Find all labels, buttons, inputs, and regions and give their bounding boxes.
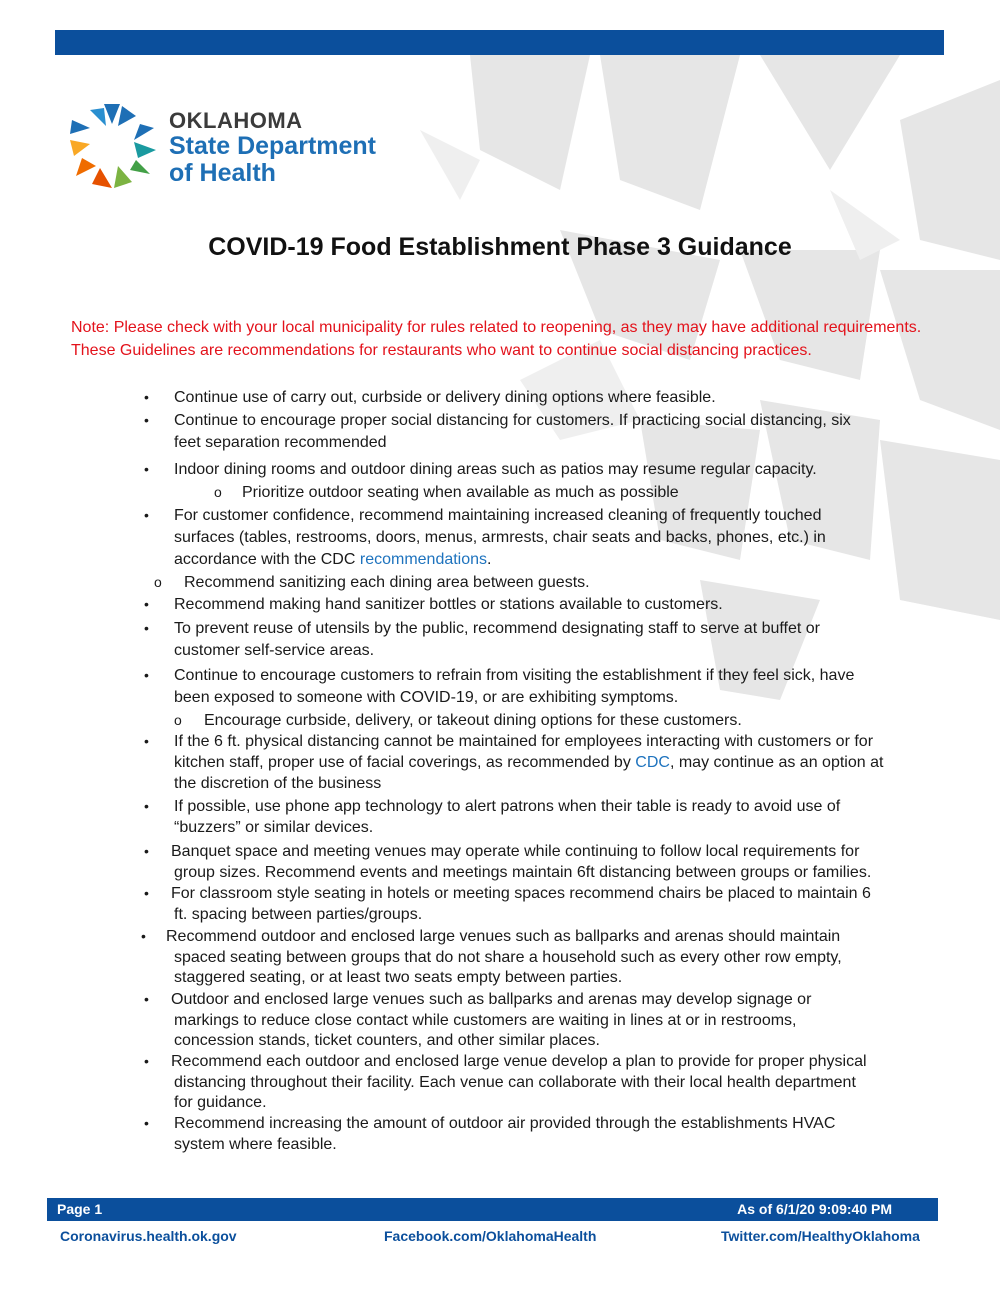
sub-list-item: Recommend sanitizing each dining area between guests. (184, 574, 590, 591)
logo-line-state-department: State Department (169, 132, 376, 160)
logo-wordmark (169, 110, 376, 186)
bullet-icon: • (141, 928, 146, 944)
list-item-line: feet separation recommended (174, 434, 387, 451)
star-logo-icon (64, 98, 160, 194)
list-item-text: accordance with the CDC (174, 551, 360, 568)
bullet-icon: • (144, 507, 149, 523)
list-item-line (174, 549, 491, 570)
list-item-line (174, 752, 883, 773)
list-item-line: system where feasible. (174, 1136, 337, 1153)
bullet-icon: • (144, 389, 149, 405)
bullet-icon: • (144, 733, 149, 749)
list-item-text: . (487, 551, 492, 568)
list-item-line: If possible, use phone app technology to alert patrons when their table is ready to avoid use of (174, 798, 841, 815)
list-item-line: markings to reduce close contact while customers are waiting in lines at or in restrooms, (174, 1012, 797, 1029)
sub-list-item: Encourage curbside, delivery, or takeout dining options for these customers. (204, 712, 742, 729)
list-item-line: If the 6 ft. physical distancing cannot be maintained for employees interacting with customers or for (174, 733, 874, 750)
bullet-icon: • (144, 991, 149, 1007)
bullet-icon: • (144, 1115, 149, 1131)
cdc-link[interactable]: CDC (635, 754, 670, 771)
footer-bar (47, 1198, 938, 1221)
bullet-icon: • (144, 843, 149, 859)
list-item-text: , may continue as an option at (669, 754, 884, 771)
list-item-line: group sizes. Recommend events and meetings maintain 6ft distancing between groups or families. (174, 864, 872, 881)
list-item-line: To prevent reuse of utensils by the public, recommend designating staff to serve at buffet or (174, 620, 820, 637)
list-item-line: spaced seating between groups that do not share a household such as every other row empty, (174, 949, 842, 966)
list-item-line: the discretion of the business (174, 775, 382, 792)
bullet-icon: • (144, 798, 149, 814)
list-item-line: distancing throughout their facility. Each venue can collaborate with their local health department (174, 1074, 856, 1091)
list-item-line: For classroom style seating in hotels or meeting spaces recommend chairs be placed to maintain 6 (171, 885, 871, 902)
bullet-icon: • (144, 596, 149, 612)
list-item-line: been exposed to someone with COVID-19, or are exhibiting symptoms. (174, 689, 679, 706)
list-item-line: “buzzers” or similar devices. (174, 819, 374, 836)
list-item-line: Outdoor and enclosed large venues such as ballparks and arenas may develop signage or (171, 991, 812, 1008)
list-item-line: Recommend outdoor and enclosed large venues such as ballparks and arenas should maintain (166, 928, 841, 945)
bullet-icon: • (144, 620, 149, 636)
bullet-icon: • (144, 412, 149, 428)
list-item-text: kitchen staff, proper use of facial coverings, as recommended by (174, 754, 636, 771)
bullet-icon: • (144, 1053, 149, 1069)
list-item-line: Continue to encourage customers to refrain from visiting the establishment if they feel sick, have (174, 667, 855, 684)
list-item-line: staggered seating, or at least two seats empty between parties. (174, 969, 623, 986)
list-item-line: Banquet space and meeting venues may operate while continuing to follow local requirements for (171, 843, 860, 860)
page-number: Page 1 (57, 1201, 103, 1217)
list-item-line: surfaces (tables, restrooms, doors, menus, armrests, chair seats and backs, phones, etc.) in (174, 529, 826, 546)
logo-line-of-health: of Health (169, 159, 276, 187)
sub-bullet-icon: o (174, 712, 182, 728)
list-item-line: Indoor dining rooms and outdoor dining areas such as patios may resume regular capacity. (174, 461, 817, 478)
list-item-line: concession stands, ticket counters, and other similar places. (174, 1032, 600, 1049)
note-paragraph: Note: Please check with your local municipality for rules related to reopening, as they may have additional requirements. These Guidelines are recommendations for restaurants who want to continue social distancing practices. (71, 319, 922, 359)
footer-link-twitter[interactable]: Twitter.com/HealthyOklahoma (721, 1228, 920, 1244)
logo-line-oklahoma: OKLAHOMA (169, 108, 303, 133)
header-bar (55, 30, 944, 55)
list-item-line: Recommend making hand sanitizer bottles or stations available to customers. (174, 596, 723, 613)
page-title: COVID-19 Food Establishment Phase 3 Guidance (208, 233, 792, 261)
list-item-line: Recommend increasing the amount of outdoor air provided through the establishments HVAC (174, 1115, 836, 1132)
footer-link-facebook[interactable]: Facebook.com/OklahomaHealth (384, 1228, 597, 1244)
list-item-line: ft. spacing between parties/groups. (174, 906, 423, 923)
list-item-line: Recommend each outdoor and enclosed large venue develop a plan to provide for proper physical (171, 1053, 867, 1070)
sub-list-item: Prioritize outdoor seating when available as much as possible (242, 484, 679, 501)
osdh-logo (64, 98, 404, 194)
list-item-line: For customer confidence, recommend maintaining increased cleaning of frequently touched (174, 507, 822, 524)
list-item-line: customer self-service areas. (174, 642, 375, 659)
bullet-icon: • (144, 667, 149, 683)
sub-bullet-icon: o (214, 484, 222, 500)
as-of-date: As of 6/1/20 9:09:40 PM (737, 1201, 892, 1217)
bullet-icon: • (144, 885, 149, 901)
cdc-recommendations-link[interactable]: recommendations (359, 551, 488, 568)
footer-link-coronavirus[interactable]: Coronavirus.health.ok.gov (60, 1228, 237, 1244)
list-item-line: Continue use of carry out, curbside or delivery dining options where feasible. (174, 389, 716, 406)
sub-bullet-icon: o (154, 574, 162, 590)
list-item-line: for guidance. (174, 1094, 267, 1111)
bullet-icon: • (144, 461, 149, 477)
list-item-line: Continue to encourage proper social distancing for customers. If practicing social distancing, six (174, 412, 851, 429)
